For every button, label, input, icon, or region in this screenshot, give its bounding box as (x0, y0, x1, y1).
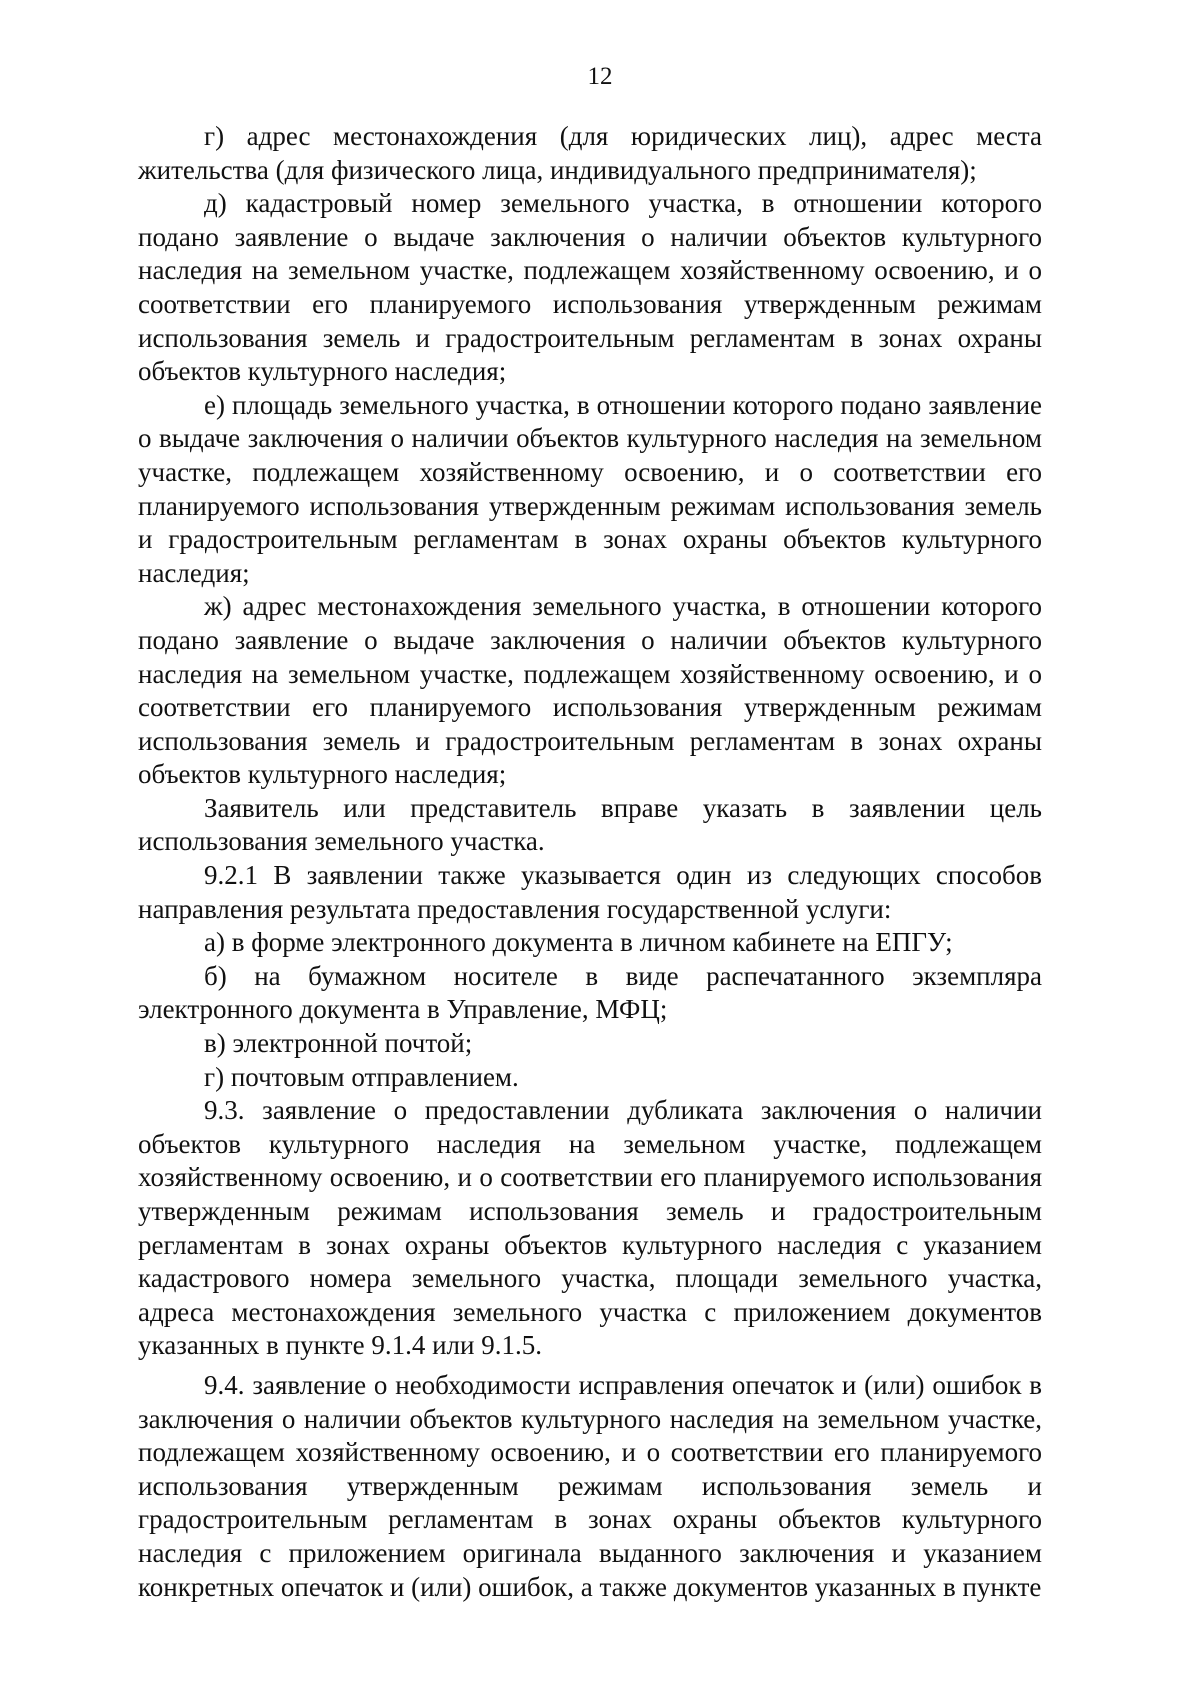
paragraph-option-v: в) электронной почтой; (204, 1028, 473, 1059)
paragraph-option-g: г) почтовым отправлением. (204, 1061, 519, 1092)
paragraph-option-b: б) на бумажном носителе в виде распечатанного экземпляра электронного документа в Управление, МФЦ; (138, 960, 1042, 1025)
paragraph-option-a: а) в форме электронного документа в личном кабинете на ЕПГУ; (204, 927, 953, 958)
paragraph-applicant-purpose: Заявитель или представитель вправе указать в заявлении цель использования земельного участка. (138, 792, 1042, 857)
paragraph-d-cadastral-number: д) кадастровый номер земельного участка, в отношении которого подано заявление о выдаче заключения о наличии объектов культурного наследия на земельном участке, подлежащем хозяйственному освоению, и о соответствии его планируемого использования утвержденным режимам использования земель и градостроительным регламентам в зонах охраны объектов культурного наследия; (138, 188, 1042, 387)
page-number: 12 (587, 63, 613, 90)
paragraph-e-land-area: е) площадь земельного участка, в отношении которого подано заявление о выдаче заключения о наличии объектов культурного наследия на земельном участке, подлежащем хозяйственному освоению, и о соответствии его планируемого использования утвержденным режимам использования земель и градостроительным регламентам в зонах охраны объектов культурного наследия; (138, 389, 1042, 588)
paragraph-9-2-1: 9.2.1 В заявлении также указывается один из следующих способов направления результата предоставления государственной услуги: (138, 860, 1042, 924)
paragraph-9-4: 9.4. заявление о необходимости исправления опечаток и (или) ошибок в заключения о наличии объектов культурного наследия на земельном участке, подлежащем хозяйственному освоению, и о соответствии его планируемого использования утвержденным режимам использования земель и градостроительным регламентам в зонах охраны объектов культурного наследия с приложением оригинала выданного заключения и указанием конкретных опечаток и (или) ошибок, а также документов указанных в пункте (138, 1369, 1042, 1602)
document-body (138, 120, 1042, 1604)
paragraph-9-3: 9.3. заявление о предоставлении дубликата заключения о наличии объектов культурного наследия на земельном участке, подлежащем хозяйственному освоению, и о соответствии его планируемого использования утвержденным режимам использования земель и градостроительным регламентам в зонах охраны объектов культурного наследия с указанием кадастрового номера земельного участка, площади земельного участка, адреса местонахождения земельного участка с приложением документов указанных в пункте 9.1.4 или 9.1.5. (138, 1095, 1042, 1361)
paragraph-g-address: г) адрес местонахождения (для юридических лиц), адрес места жительства (для физического лица, индивидуального предпринимателя); (138, 121, 1042, 185)
paragraph-zh-land-address: ж) адрес местонахождения земельного участка, в отношении которого подано заявление о выдаче заключения о наличии объектов культурного наследия на земельном участке, подлежащем хозяйственному освоению, и о соответствии его планируемого использования утвержденным режимам использования земель и градостроительным регламентам в зонах охраны объектов культурного наследия; (138, 591, 1042, 790)
